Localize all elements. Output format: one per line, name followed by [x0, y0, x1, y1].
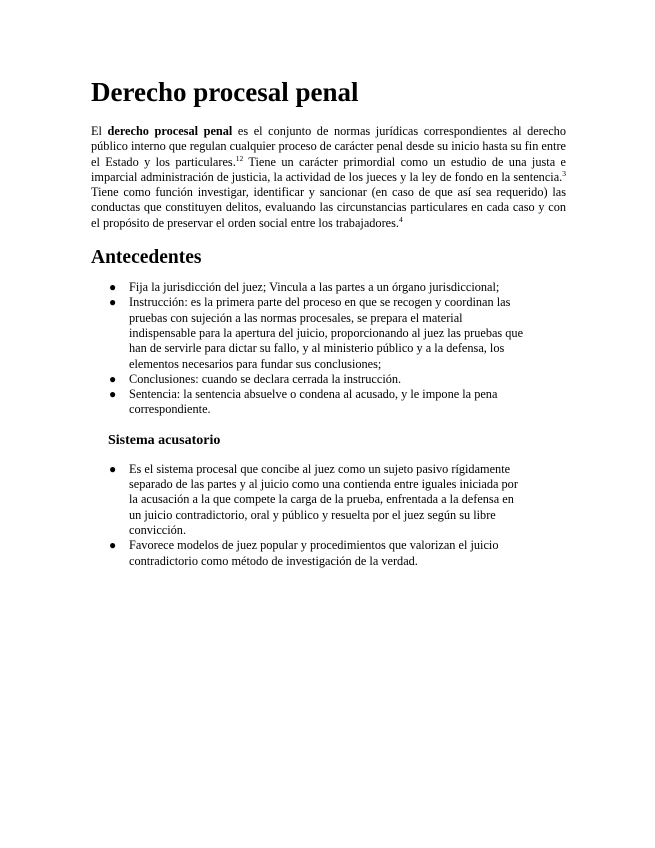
list-item [91, 280, 529, 295]
list-item-text: Conclusiones: cuando se declara cerrada la instrucción. [129, 371, 402, 386]
bullet-icon: ● [109, 538, 117, 553]
section-heading-antecedentes: Antecedentes [91, 247, 202, 269]
bullet-icon: ● [109, 371, 117, 386]
list-item [91, 462, 529, 538]
footnote-ref-3[interactable]: 3 [562, 168, 566, 178]
antecedentes-list [91, 280, 566, 418]
intro-text-1: es el conjunto de normas jurídicas correspondientes al derecho público interno que regulan cualquier proceso de carácter penal desde su inicio hasta su fin entre el Estado y los particulares. [91, 124, 566, 169]
footnote-ref-12[interactable]: 12 [235, 153, 244, 163]
intro-lead: El [91, 124, 108, 138]
bullet-icon: ● [109, 280, 117, 295]
subsection-heading-sistema-acusatorio: Sistema acusatorio [108, 432, 221, 448]
list-item-text: Instrucción: es la primera parte del proceso en que se recogen y coordinan las pruebas con sujeción a las normas procesales, se prepara el material indispensable para la apertura del juicio, proporcionando al juez las pruebas que han de servirle para dictar su fallo, y al ministerio público y a la defensa, los elementos necesarios para fundar sus conclusiones; [129, 295, 524, 371]
footnote-ref-4[interactable]: 4 [399, 214, 403, 224]
document-page [91, 76, 566, 569]
bullet-icon: ● [109, 295, 117, 310]
page-title: Derecho procesal penal [91, 77, 359, 107]
intro-text-3: Tiene como función investigar, identificar y sancionar (en caso de que así sea requerido) las conductas que constituyen delitos, evaluando las circunstancias particulares en cada caso y con el propósito de preservar el orden social entre los trabajadores. [91, 185, 566, 230]
intro-text-2: Tiene un carácter primordial como un estudio de una justa e imparcial administración de justicia, la actividad de los jueces y la ley de fondo en la sentencia. [91, 154, 566, 184]
bullet-icon: ● [109, 461, 117, 476]
list-item-text: Sentencia: la sentencia absuelve o condena al acusado, y le impone la pena correspondiente. [129, 387, 498, 417]
intro-paragraph [91, 124, 566, 231]
intro-term: derecho procesal penal [107, 124, 233, 138]
list-item [91, 295, 529, 371]
list-item-text: Fija la jurisdicción del juez; Vincula a las partes a un órgano jurisdiccional; [129, 280, 500, 295]
bullet-icon: ● [109, 387, 117, 402]
list-item-text: Es el sistema procesal que concibe al juez como un sujeto pasivo rígidamente separado de las partes y al juicio como una contienda entre iguales iniciada por la acusación a la que compete la carga de la prueba, enfrentada a la defensa en un juicio contradictorio, oral y público y resuelta por el juez según su libre convicción. [129, 461, 518, 537]
sistema-acusatorio-list [91, 462, 566, 569]
list-item [91, 372, 529, 387]
list-item [91, 387, 529, 418]
list-item-text: Favorece modelos de juez popular y procedimientos que valorizan el juicio contradictorio como método de investigación de la verdad. [129, 538, 499, 568]
list-item [91, 538, 529, 569]
